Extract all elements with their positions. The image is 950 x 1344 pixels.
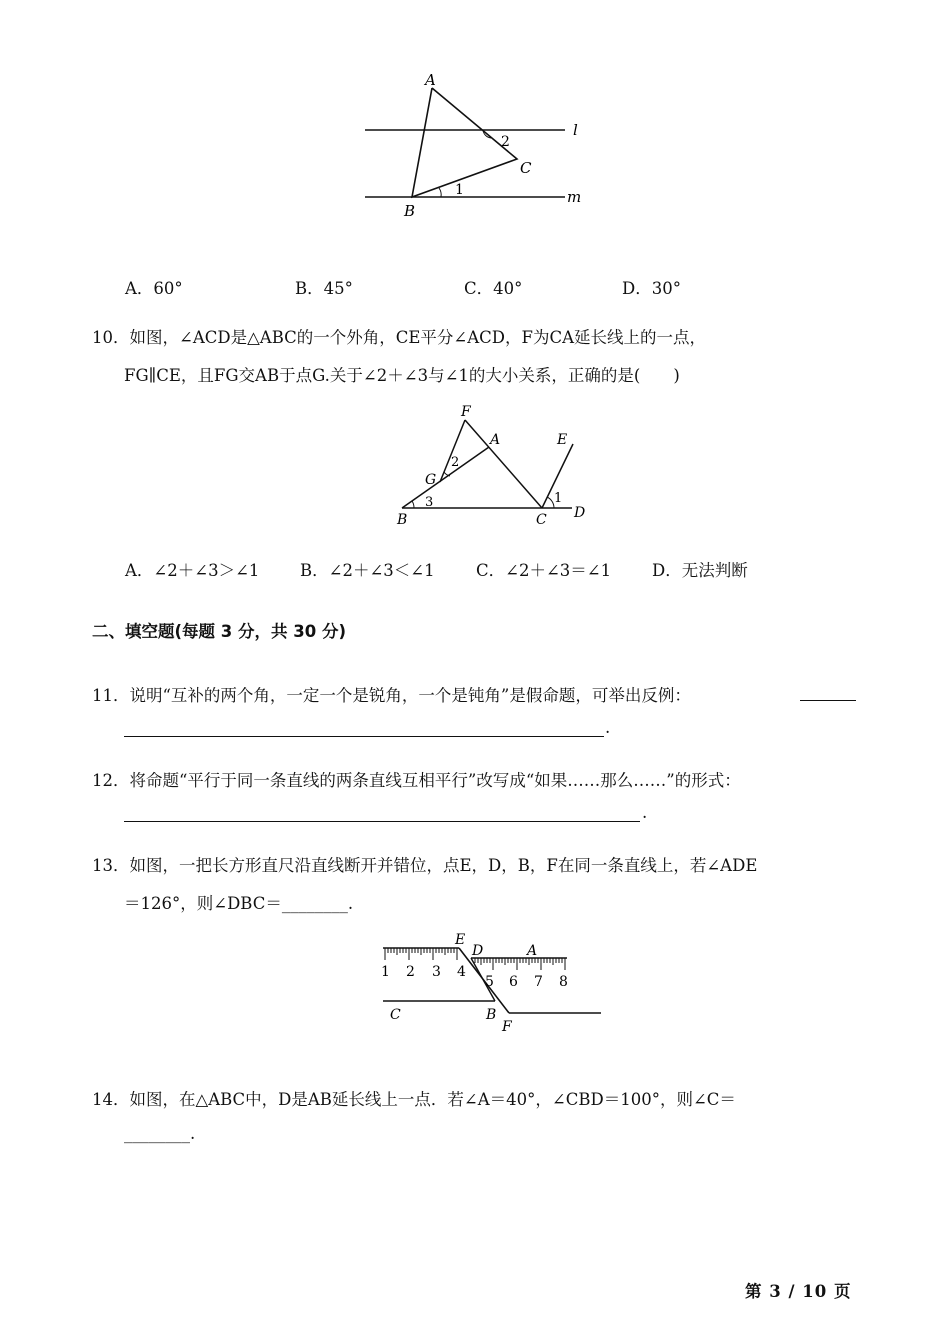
question-text: 将命题“平行于同一条直线的两条直线互相平行”改写成“如果……那么……”的形式： bbox=[129, 771, 741, 790]
angle-arc-1 bbox=[439, 188, 441, 197]
label-g: G bbox=[425, 472, 437, 488]
question-text: 如图，在△ABC中，D是AB延长线上一点．若∠A＝40°，∠CBD＝100°，则∠C＝ bbox=[129, 1090, 736, 1109]
label-a: A bbox=[490, 432, 501, 448]
q11-line1 bbox=[92, 682, 691, 706]
q9-option-c[interactable] bbox=[464, 275, 522, 299]
label-c: C bbox=[390, 1007, 401, 1023]
option-text: 60° bbox=[153, 279, 183, 298]
q10-option-c[interactable] bbox=[476, 557, 611, 581]
section-heading: 二、填空题(每题 3 分，共 30 分) bbox=[92, 622, 347, 641]
option-key: B． bbox=[300, 561, 329, 580]
figure-triangle-parallel-lines bbox=[355, 68, 595, 223]
q11-answer-blank-2[interactable] bbox=[124, 736, 604, 737]
option-text: ∠2＋∠3＝∠1 bbox=[505, 561, 612, 580]
label-3: 3 bbox=[425, 495, 434, 510]
q12-line1 bbox=[92, 767, 741, 791]
question-number: 10． bbox=[92, 328, 130, 347]
q10-option-a[interactable] bbox=[125, 557, 259, 581]
q12-end: . bbox=[642, 803, 648, 822]
option-key: C． bbox=[464, 279, 494, 298]
question-text: 如图，一把长方形直尺沿直线断开并错位，点E，D，B，F在同一条直线上，若∠ADE bbox=[129, 856, 758, 875]
question-number: 13． bbox=[92, 856, 130, 875]
question-number: 11． bbox=[92, 686, 130, 705]
page-number: 第 3 / 10 页 bbox=[745, 1282, 852, 1301]
label-1: 1 bbox=[455, 182, 464, 198]
tick-4: 4 bbox=[457, 964, 466, 980]
figure-q13-ruler bbox=[375, 928, 610, 1038]
angle-arc-2 bbox=[444, 472, 450, 476]
q13-line1 bbox=[92, 852, 757, 876]
label-m: m bbox=[567, 188, 582, 206]
label-b: B bbox=[397, 512, 408, 528]
tick-8: 8 bbox=[559, 974, 568, 990]
ruler-right-ticks bbox=[475, 958, 565, 970]
option-text: 无法判断 bbox=[681, 561, 748, 580]
q9-option-d[interactable] bbox=[622, 275, 681, 299]
ruler-left-ticks bbox=[385, 948, 457, 960]
q10-line2: FG∥CE，且FG交AB于点G.关于∠2＋∠3与∠1的大小关系，正确的是( ) bbox=[124, 366, 680, 385]
label-f: F bbox=[461, 404, 471, 420]
option-key: C． bbox=[476, 561, 506, 580]
q11-end: . bbox=[605, 718, 611, 737]
label-b: B bbox=[404, 202, 416, 220]
label-b: B bbox=[486, 1007, 497, 1023]
label-d: D bbox=[472, 943, 484, 959]
label-l: l bbox=[573, 121, 578, 139]
q9-option-b[interactable] bbox=[295, 275, 353, 299]
option-key: B． bbox=[295, 279, 324, 298]
tick-1: 1 bbox=[381, 964, 390, 980]
label-a: A bbox=[425, 71, 436, 89]
label-f: F bbox=[502, 1019, 512, 1035]
option-text: ∠2＋∠3＞∠1 bbox=[153, 561, 260, 580]
label-2: 2 bbox=[451, 455, 460, 470]
q11-answer-blank-1[interactable] bbox=[800, 700, 856, 701]
option-text: 40° bbox=[493, 279, 523, 298]
label-2: 2 bbox=[501, 134, 510, 150]
question-number: 12． bbox=[92, 771, 130, 790]
segment-ba bbox=[402, 447, 489, 508]
q13-line2[interactable]: ＝126°，则∠DBC＝________. bbox=[124, 894, 354, 913]
question-text: 如图，∠ACD是△ABC的一个外角，CE平分∠ACD，F为CA延长线上的一点， bbox=[129, 328, 707, 347]
tick-5: 5 bbox=[485, 974, 494, 990]
tick-6: 6 bbox=[509, 974, 518, 990]
option-text: ∠2＋∠3＜∠1 bbox=[328, 561, 435, 580]
label-c: C bbox=[536, 512, 547, 528]
q10-option-b[interactable] bbox=[300, 557, 435, 581]
question-text: 说明“互补的两个角，一定一个是锐角，一个是钝角”是假命题，可举出反例： bbox=[129, 686, 691, 705]
q14-line2[interactable]: ________. bbox=[124, 1124, 196, 1143]
angle-arc-3 bbox=[412, 501, 414, 508]
q10-option-d[interactable] bbox=[652, 557, 748, 581]
option-key: A． bbox=[125, 279, 154, 298]
label-a: A bbox=[527, 943, 538, 959]
segment-fc bbox=[465, 420, 542, 508]
label-d: D bbox=[574, 505, 586, 521]
option-key: D． bbox=[652, 561, 682, 580]
angle-arc-1 bbox=[547, 497, 554, 508]
label-c: C bbox=[520, 159, 532, 177]
q10-line1 bbox=[92, 324, 706, 348]
option-text: 45° bbox=[323, 279, 353, 298]
question-number: 14． bbox=[92, 1090, 130, 1109]
q12-answer-blank[interactable] bbox=[124, 821, 640, 822]
q9-option-a[interactable] bbox=[125, 275, 183, 299]
tick-2: 2 bbox=[406, 964, 415, 980]
option-text: 30° bbox=[651, 279, 681, 298]
figure-q10-triangle bbox=[392, 402, 592, 532]
tick-7: 7 bbox=[534, 974, 543, 990]
option-key: A． bbox=[125, 561, 154, 580]
option-key: D． bbox=[622, 279, 652, 298]
label-1: 1 bbox=[554, 491, 563, 506]
tick-3: 3 bbox=[432, 964, 441, 980]
label-e: E bbox=[455, 932, 466, 948]
label-e: E bbox=[557, 432, 568, 448]
q14-line1 bbox=[92, 1086, 736, 1110]
